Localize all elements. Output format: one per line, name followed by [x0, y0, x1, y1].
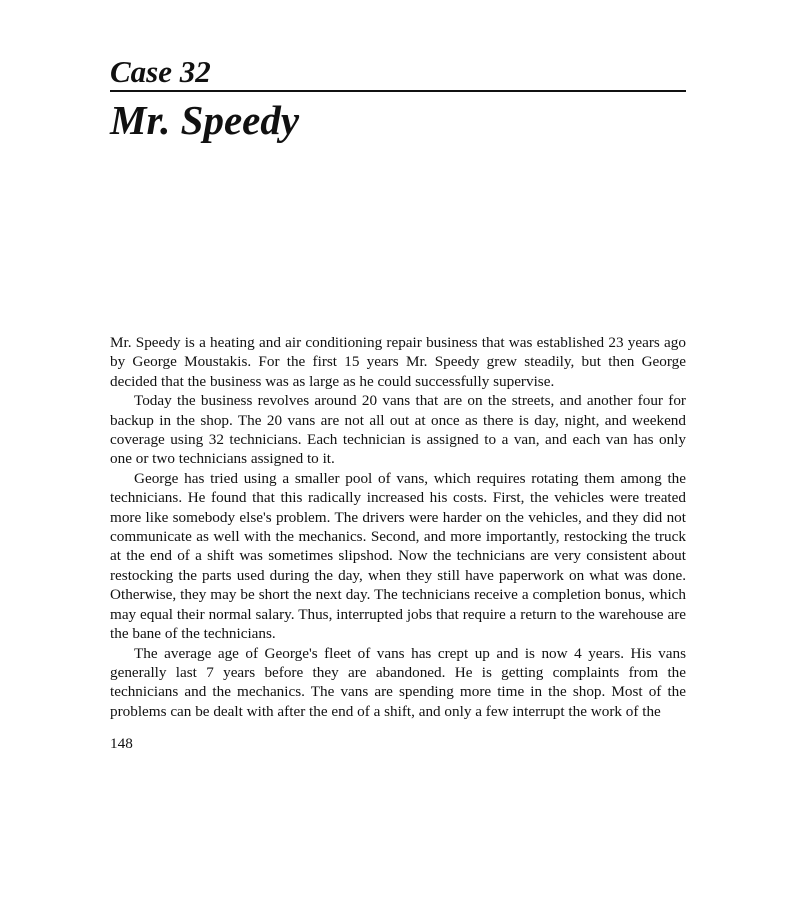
page-number: 148 [110, 735, 133, 752]
case-body-text [110, 333, 686, 721]
heading-divider [110, 90, 686, 92]
body-paragraph-1: Mr. Speedy is a heating and air conditioning repair business that was established 23 years ago by George Moustakis. For the first 15 years Mr. Speedy grew steadily, but then George decided that the business was as large as he could successfully supervise. [110, 334, 686, 390]
body-paragraph-3: George has tried using a smaller pool of vans, which requires rotating them among the technicians. He found that this radically increased his costs. First, the vehicles were treated more like somebody else's problem. The drivers were harder on the vehicles, and they did not communicate as well with the mechanics. Second, and more importantly, restocking the truck at the end of a shift was sometimes slipshod. Now the technicians are very consistent about restocking the parts used during the day, when they still have paperwork on what was done. Otherwise, they may be short the next day. The technicians receive a completion bonus, which may equal their normal salary. Thus, interrupted jobs that require a return to the warehouse are the bane of the technicians. [110, 469, 686, 643]
document-page [110, 0, 686, 910]
body-paragraph-2: Today the business revolves around 20 vans that are on the streets, and another four for backup in the shop. The 20 vans are not all out at once as there is day, night, and weekend coverage using 32 technicians. Each technician is assigned to a van, and each van has only one or two technicians assigned to it. [110, 392, 686, 468]
case-title-heading: Mr. Speedy [110, 97, 300, 143]
case-number-heading: Case 32 [110, 54, 211, 89]
body-paragraph-4: The average age of George's fleet of vans has crept up and is now 4 years. His vans generally last 7 years before they are abandoned. He is getting complaints from the technicians and the mechanics. The vans are spending more time in the shop. Most of the problems can be dealt with after the end of a shift, and only a few interrupt the work of the [110, 644, 686, 720]
